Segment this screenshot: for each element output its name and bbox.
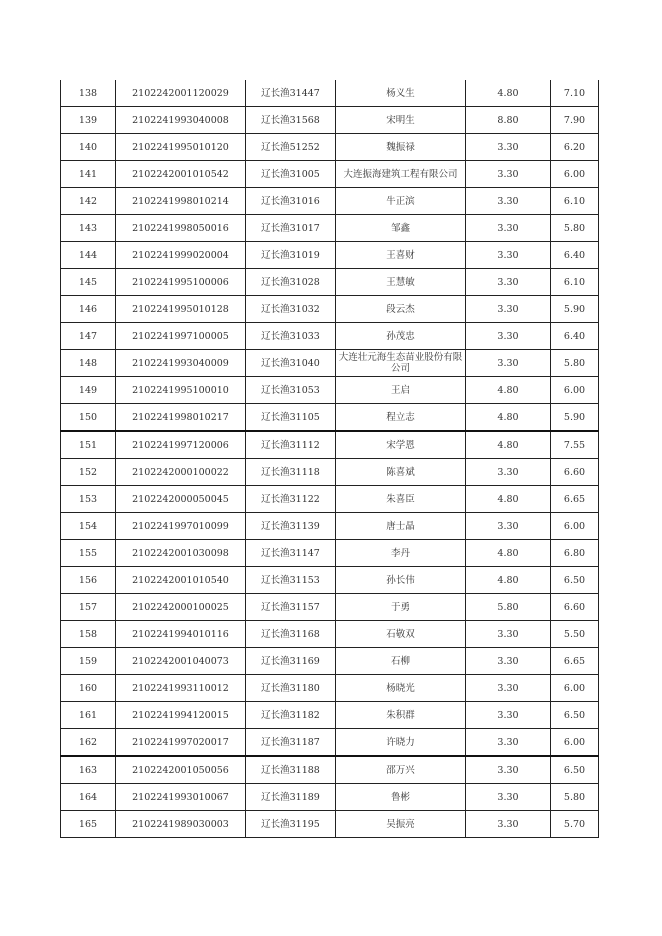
cell-owner: 大连壮元海生态苗业股份有限公司 (336, 350, 466, 377)
cell-value-b: 5.50 (551, 621, 599, 648)
cell-value-b: 6.60 (551, 594, 599, 621)
table-row (61, 350, 599, 377)
cell-id: 2102241995010128 (116, 296, 246, 323)
cell-index: 159 (61, 648, 116, 675)
cell-owner: 大连振海建筑工程有限公司 (336, 161, 466, 188)
cell-index: 142 (61, 188, 116, 215)
cell-value-b: 6.00 (551, 161, 599, 188)
cell-id: 2102241993040009 (116, 350, 246, 377)
cell-owner: 王慧敏 (336, 269, 466, 296)
cell-value-b: 5.90 (551, 296, 599, 323)
cell-id: 2102242000100022 (116, 459, 246, 486)
cell-value-a: 4.80 (466, 567, 551, 594)
table-row (61, 486, 599, 513)
cell-value-b: 6.80 (551, 540, 599, 567)
cell-index: 161 (61, 702, 116, 729)
table-row (61, 675, 599, 702)
cell-vessel: 辽长渔31017 (246, 215, 336, 242)
table-row (61, 729, 599, 757)
cell-value-b: 6.00 (551, 513, 599, 540)
table-row (61, 811, 599, 838)
cell-index: 138 (61, 80, 116, 107)
cell-vessel: 辽长渔31033 (246, 323, 336, 350)
cell-value-b: 5.90 (551, 404, 599, 432)
cell-id: 2102241997100005 (116, 323, 246, 350)
cell-owner: 宋明生 (336, 107, 466, 134)
cell-vessel: 辽长渔31016 (246, 188, 336, 215)
cell-index: 148 (61, 350, 116, 377)
cell-index: 158 (61, 621, 116, 648)
cell-value-a: 3.30 (466, 296, 551, 323)
cell-vessel: 辽长渔31005 (246, 161, 336, 188)
cell-id: 2102242000050045 (116, 486, 246, 513)
cell-owner: 许晓力 (336, 729, 466, 757)
cell-vessel: 辽长渔31195 (246, 811, 336, 838)
table-row (61, 621, 599, 648)
cell-vessel: 辽长渔31447 (246, 80, 336, 107)
cell-value-a: 3.30 (466, 459, 551, 486)
cell-value-b: 7.90 (551, 107, 599, 134)
cell-id: 2102241995010120 (116, 134, 246, 161)
cell-id: 2102241997120006 (116, 431, 246, 459)
table-row (61, 567, 599, 594)
cell-id: 2102241993040008 (116, 107, 246, 134)
cell-id: 2102242001030098 (116, 540, 246, 567)
table-row (61, 594, 599, 621)
cell-index: 146 (61, 296, 116, 323)
cell-id: 2102242001040073 (116, 648, 246, 675)
cell-vessel: 辽长渔31040 (246, 350, 336, 377)
table-row (61, 296, 599, 323)
table-row (61, 702, 599, 729)
cell-value-a: 4.80 (466, 377, 551, 404)
cell-index: 147 (61, 323, 116, 350)
cell-vessel: 辽长渔31105 (246, 404, 336, 432)
cell-index: 162 (61, 729, 116, 757)
cell-vessel: 辽长渔31157 (246, 594, 336, 621)
cell-id: 2102241994010116 (116, 621, 246, 648)
table-row (61, 242, 599, 269)
cell-vessel: 辽长渔31180 (246, 675, 336, 702)
cell-vessel: 辽长渔31118 (246, 459, 336, 486)
table-row (61, 784, 599, 811)
cell-value-b: 6.10 (551, 188, 599, 215)
table-row (61, 188, 599, 215)
cell-value-b: 6.65 (551, 486, 599, 513)
cell-index: 150 (61, 404, 116, 432)
cell-vessel: 辽长渔31032 (246, 296, 336, 323)
cell-owner: 王喜财 (336, 242, 466, 269)
cell-vessel: 辽长渔31169 (246, 648, 336, 675)
cell-value-a: 3.30 (466, 323, 551, 350)
cell-index: 155 (61, 540, 116, 567)
cell-vessel: 辽长渔31019 (246, 242, 336, 269)
table-row (61, 513, 599, 540)
cell-id: 2102241995100010 (116, 377, 246, 404)
cell-vessel: 辽长渔31153 (246, 567, 336, 594)
cell-value-b: 5.80 (551, 350, 599, 377)
table-row (61, 107, 599, 134)
cell-id: 2102241997020017 (116, 729, 246, 757)
table-row (61, 269, 599, 296)
cell-value-a: 3.30 (466, 188, 551, 215)
cell-value-b: 5.70 (551, 811, 599, 838)
cell-vessel: 辽长渔31187 (246, 729, 336, 757)
cell-value-a: 4.80 (466, 404, 551, 432)
cell-value-a: 3.30 (466, 811, 551, 838)
table-row (61, 323, 599, 350)
cell-value-a: 3.30 (466, 784, 551, 811)
cell-value-b: 6.60 (551, 459, 599, 486)
cell-value-a: 4.80 (466, 486, 551, 513)
cell-value-a: 3.30 (466, 756, 551, 784)
cell-owner: 魏振禄 (336, 134, 466, 161)
cell-owner: 王启 (336, 377, 466, 404)
cell-value-a: 4.80 (466, 540, 551, 567)
cell-id: 2102242001010540 (116, 567, 246, 594)
cell-index: 152 (61, 459, 116, 486)
data-table (60, 80, 599, 838)
cell-owner: 石敬双 (336, 621, 466, 648)
cell-owner: 段云杰 (336, 296, 466, 323)
cell-owner: 邵万兴 (336, 756, 466, 784)
cell-owner: 邹鑫 (336, 215, 466, 242)
table-row (61, 215, 599, 242)
cell-value-b: 7.10 (551, 80, 599, 107)
cell-index: 140 (61, 134, 116, 161)
cell-id: 2102242001120029 (116, 80, 246, 107)
cell-vessel: 辽长渔31189 (246, 784, 336, 811)
cell-owner: 于勇 (336, 594, 466, 621)
cell-id: 2102242000100025 (116, 594, 246, 621)
cell-id: 2102241999020004 (116, 242, 246, 269)
cell-value-a: 3.30 (466, 161, 551, 188)
cell-id: 2102241993010067 (116, 784, 246, 811)
cell-id: 2102241997010099 (116, 513, 246, 540)
cell-vessel: 辽长渔31568 (246, 107, 336, 134)
cell-value-b: 6.65 (551, 648, 599, 675)
cell-owner: 孙茂忠 (336, 323, 466, 350)
cell-value-a: 3.30 (466, 675, 551, 702)
cell-index: 160 (61, 675, 116, 702)
cell-id: 2102241998010214 (116, 188, 246, 215)
cell-value-b: 6.50 (551, 567, 599, 594)
cell-value-a: 3.30 (466, 269, 551, 296)
table-row (61, 161, 599, 188)
cell-vessel: 辽长渔51252 (246, 134, 336, 161)
cell-index: 149 (61, 377, 116, 404)
cell-index: 144 (61, 242, 116, 269)
cell-id: 2102241994120015 (116, 702, 246, 729)
cell-owner: 牛正滨 (336, 188, 466, 215)
cell-value-b: 6.00 (551, 377, 599, 404)
table-body (61, 80, 599, 838)
cell-value-a: 5.80 (466, 594, 551, 621)
table-row (61, 404, 599, 432)
cell-value-a: 3.30 (466, 729, 551, 757)
table-row (61, 377, 599, 404)
cell-value-b: 5.80 (551, 215, 599, 242)
cell-owner: 杨晓光 (336, 675, 466, 702)
cell-vessel: 辽长渔31139 (246, 513, 336, 540)
cell-vessel: 辽长渔31053 (246, 377, 336, 404)
cell-index: 164 (61, 784, 116, 811)
cell-owner: 鲁彬 (336, 784, 466, 811)
cell-owner: 石柳 (336, 648, 466, 675)
cell-value-b: 6.50 (551, 702, 599, 729)
cell-value-b: 6.10 (551, 269, 599, 296)
cell-owner: 孙长伟 (336, 567, 466, 594)
table-row (61, 648, 599, 675)
table-row (61, 756, 599, 784)
cell-owner: 朱喜臣 (336, 486, 466, 513)
cell-value-a: 3.30 (466, 242, 551, 269)
cell-value-b: 7.55 (551, 431, 599, 459)
cell-index: 154 (61, 513, 116, 540)
table-row (61, 431, 599, 459)
cell-index: 153 (61, 486, 116, 513)
cell-index: 163 (61, 756, 116, 784)
cell-index: 165 (61, 811, 116, 838)
cell-owner: 陈喜斌 (336, 459, 466, 486)
table-row (61, 80, 599, 107)
cell-id: 2102242001050056 (116, 756, 246, 784)
cell-value-b: 6.40 (551, 323, 599, 350)
cell-value-b: 6.40 (551, 242, 599, 269)
cell-id: 2102241998050016 (116, 215, 246, 242)
table-row (61, 134, 599, 161)
cell-index: 156 (61, 567, 116, 594)
cell-value-a: 3.30 (466, 350, 551, 377)
cell-vessel: 辽长渔31112 (246, 431, 336, 459)
cell-owner: 唐士晶 (336, 513, 466, 540)
cell-owner: 杨义生 (336, 80, 466, 107)
cell-value-b: 6.50 (551, 756, 599, 784)
cell-owner: 朱积群 (336, 702, 466, 729)
cell-index: 145 (61, 269, 116, 296)
cell-vessel: 辽长渔31168 (246, 621, 336, 648)
cell-id: 2102241989030003 (116, 811, 246, 838)
cell-value-b: 6.00 (551, 675, 599, 702)
cell-value-a: 3.30 (466, 702, 551, 729)
cell-vessel: 辽长渔31028 (246, 269, 336, 296)
cell-value-a: 3.30 (466, 648, 551, 675)
cell-index: 151 (61, 431, 116, 459)
cell-value-a: 4.80 (466, 431, 551, 459)
cell-owner: 程立志 (336, 404, 466, 432)
cell-owner: 吴振亮 (336, 811, 466, 838)
cell-value-b: 5.80 (551, 784, 599, 811)
cell-index: 157 (61, 594, 116, 621)
cell-id: 2102241995100006 (116, 269, 246, 296)
cell-vessel: 辽长渔31147 (246, 540, 336, 567)
table-row (61, 459, 599, 486)
cell-value-b: 6.00 (551, 729, 599, 757)
cell-value-b: 6.20 (551, 134, 599, 161)
cell-id: 2102242001010542 (116, 161, 246, 188)
cell-value-a: 3.30 (466, 215, 551, 242)
cell-index: 141 (61, 161, 116, 188)
cell-owner: 李丹 (336, 540, 466, 567)
cell-value-a: 3.30 (466, 621, 551, 648)
cell-vessel: 辽长渔31122 (246, 486, 336, 513)
cell-value-a: 3.30 (466, 134, 551, 161)
cell-owner: 宋学恩 (336, 431, 466, 459)
cell-vessel: 辽长渔31182 (246, 702, 336, 729)
cell-id: 2102241998010217 (116, 404, 246, 432)
cell-index: 139 (61, 107, 116, 134)
table-row (61, 540, 599, 567)
cell-value-a: 3.30 (466, 513, 551, 540)
cell-value-a: 4.80 (466, 80, 551, 107)
cell-index: 143 (61, 215, 116, 242)
cell-id: 2102241993110012 (116, 675, 246, 702)
cell-value-a: 8.80 (466, 107, 551, 134)
cell-vessel: 辽长渔31188 (246, 756, 336, 784)
